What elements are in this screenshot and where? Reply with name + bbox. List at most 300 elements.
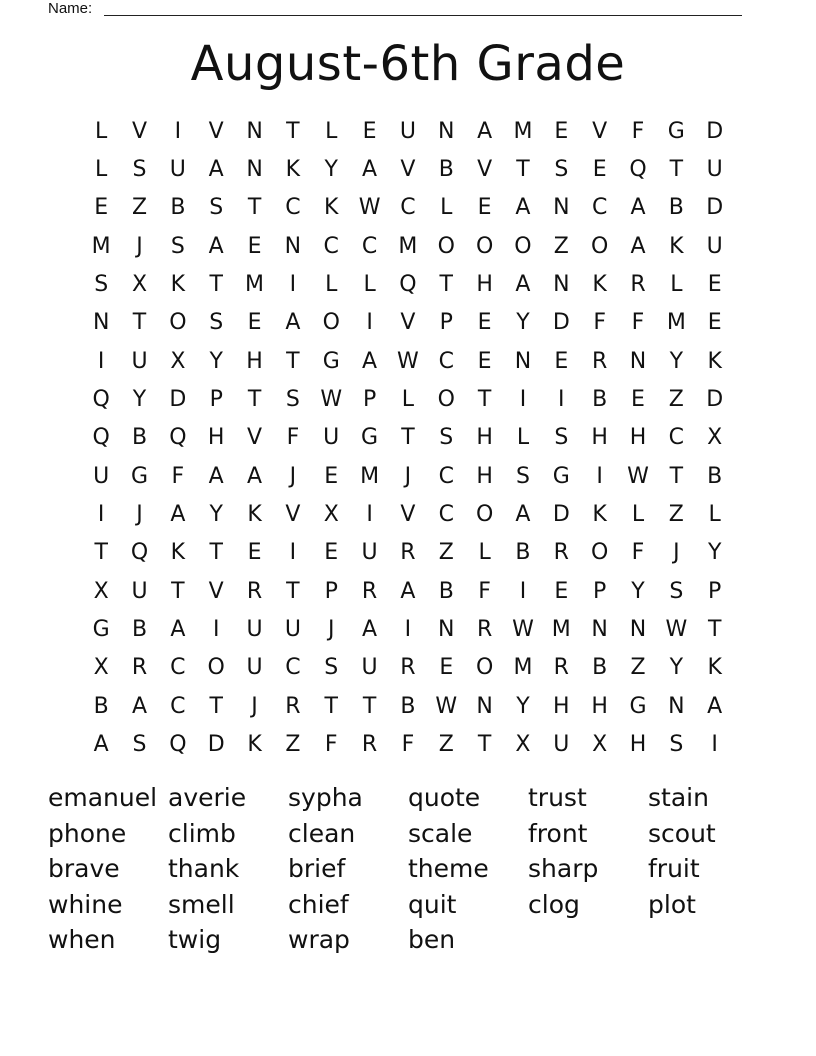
grid-letter: V (400, 502, 416, 528)
grid-letter: A (362, 157, 378, 183)
grid-letter: X (93, 578, 109, 604)
grid-letter: R (591, 348, 608, 374)
grid-letter: N (476, 693, 493, 719)
grid-letter: X (592, 732, 608, 758)
grid-letter: J (251, 693, 258, 719)
grid-letter: O (475, 655, 494, 681)
grid-letter: H (476, 272, 493, 298)
grid-letter: E (592, 157, 607, 183)
grid-letter: O (322, 310, 340, 336)
grid-letter: T (286, 578, 300, 604)
grid-letter: U (706, 157, 723, 183)
grid-letter: C (285, 655, 301, 681)
word-list-item: chief (288, 889, 349, 919)
grid-letter: Y (132, 387, 147, 413)
grid-letter: T (439, 272, 453, 298)
grid-letter: T (516, 157, 530, 183)
grid-letter: A (93, 732, 109, 758)
grid-letter: C (170, 655, 186, 681)
grid-letter: A (477, 118, 493, 144)
grid-letter: P (708, 578, 722, 604)
grid-letter: T (286, 118, 300, 144)
grid-letter: A (208, 463, 224, 489)
word-list-item: sypha (288, 783, 363, 812)
grid-letter: R (361, 732, 378, 758)
grid-letter: Z (553, 233, 569, 259)
grid-letter: V (131, 118, 148, 144)
grid-letter: B (668, 195, 684, 221)
grid-letter: K (170, 540, 186, 566)
grid-letter: R (400, 655, 416, 681)
grid-letter: L (95, 118, 108, 144)
grid-letter: C (438, 502, 454, 528)
grid-letter: A (131, 693, 148, 719)
grid-letter: I (596, 463, 603, 489)
grid-letter: T (286, 348, 300, 374)
grid-letter: D (706, 387, 724, 413)
grid-letter: B (170, 195, 186, 221)
grid-letter: P (593, 578, 607, 604)
grid-letter: B (592, 387, 608, 413)
grid-letter: C (591, 195, 608, 221)
grid-letter: I (212, 617, 220, 643)
grid-letter: E (554, 578, 569, 604)
grid-letter: T (247, 195, 262, 221)
grid-letter: B (400, 693, 416, 719)
grid-letter: H (207, 425, 225, 451)
grid-letter: Z (630, 655, 646, 681)
grid-letter: T (209, 540, 223, 566)
grid-letter: X (323, 502, 339, 528)
grid-letter: A (515, 502, 531, 528)
grid-letter: R (400, 540, 416, 566)
grid-letter: U (706, 233, 723, 259)
grid-letter: G (92, 617, 110, 643)
grid-letter: N (92, 310, 110, 336)
grid-letter: E (631, 387, 645, 413)
grid-letter: T (132, 310, 147, 336)
grid-letter: V (208, 578, 224, 604)
grid-letter: X (515, 732, 531, 758)
grid-letter: P (362, 387, 377, 413)
grid-letter: V (400, 310, 416, 336)
grid-letter: Z (438, 540, 454, 566)
grid-letter: F (631, 118, 645, 144)
word-list-item: smell (168, 889, 235, 919)
grid-letter: H (629, 425, 647, 451)
grid-letter: J (673, 540, 680, 566)
grid-letter: W (627, 463, 649, 489)
grid-letter: A (208, 157, 224, 183)
grid-letter: A (208, 233, 224, 259)
grid-letter: C (361, 233, 378, 259)
grid-letter: M (245, 272, 265, 298)
grid-letter: W (358, 195, 381, 221)
grid-letter: C (438, 463, 454, 489)
grid-letter: C (285, 195, 301, 221)
grid-letter: L (708, 502, 721, 528)
grid-letter: T (669, 157, 684, 183)
grid-letter: B (515, 540, 531, 566)
grid-letter: S (554, 157, 569, 183)
grid-letter: C (668, 425, 685, 451)
grid-letter: T (669, 463, 684, 489)
grid-letter: O (475, 502, 494, 528)
word-list-item: clean (288, 818, 356, 848)
name-blank-line (104, 15, 742, 16)
grid-letter: I (404, 617, 412, 643)
grid-letter: R (361, 578, 378, 604)
word-list-item: climb (168, 818, 236, 848)
grid-letter: Q (92, 425, 110, 451)
grid-letter: O (437, 387, 455, 413)
grid-letter: I (174, 118, 182, 144)
grid-letter: R (553, 540, 569, 566)
grid-letter: I (97, 502, 105, 528)
grid-letter: T (362, 693, 377, 719)
grid-letter: M (398, 233, 418, 259)
grid-letter: Z (438, 732, 454, 758)
grid-letter: J (136, 233, 143, 259)
grid-letter: A (400, 578, 416, 604)
grid-letter: U (246, 617, 263, 643)
grid-letter: E (247, 233, 262, 259)
name-field (48, 0, 748, 18)
word-list-item: quit (408, 889, 457, 919)
grid-letter: Y (707, 540, 722, 566)
grid-letter: S (132, 157, 147, 183)
grid-letter: T (477, 387, 492, 413)
word-list-item: scout (648, 818, 716, 848)
letter-grid (82, 112, 734, 762)
grid-letter: L (631, 502, 645, 528)
grid-letter: I (289, 540, 297, 566)
grid-letter: I (519, 578, 527, 604)
grid-letter: A (362, 348, 378, 374)
word-list-item: fruit (648, 854, 700, 884)
grid-letter: L (325, 118, 338, 144)
grid-letter: E (439, 655, 454, 681)
grid-letter: N (629, 348, 647, 374)
word-list-item: brave (48, 854, 120, 884)
grid-letter: J (327, 617, 335, 643)
grid-letter: L (325, 272, 338, 298)
grid-letter: E (362, 118, 377, 144)
grid-letter: K (170, 272, 186, 298)
grid-letter: G (322, 348, 340, 374)
grid-letter: L (516, 425, 530, 451)
grid-letter: O (437, 233, 455, 259)
grid-letter: V (208, 118, 224, 144)
grid-letter: Q (169, 732, 187, 758)
grid-letter: K (669, 233, 684, 259)
grid-letter: K (324, 195, 339, 221)
word-list-item: whine (48, 889, 123, 919)
grid-letter: L (440, 195, 453, 221)
grid-letter: Q (169, 425, 187, 451)
grid-letter: D (169, 387, 187, 413)
grid-letter: R (131, 655, 148, 681)
grid-letter: E (554, 348, 569, 374)
grid-letter: U (553, 732, 570, 758)
grid-letter: Q (399, 272, 417, 298)
grid-letter: M (513, 118, 533, 144)
grid-letter: E (477, 195, 492, 221)
grid-letter: W (665, 617, 688, 643)
word-list-item: when (48, 925, 116, 955)
grid-letter: D (706, 118, 724, 144)
grid-letter: A (515, 272, 531, 298)
page-title: August-6th Grade (190, 36, 626, 92)
grid-letter: C (323, 233, 339, 259)
grid-letter: E (94, 195, 109, 221)
grid-letter: U (323, 425, 340, 451)
grid-letter: G (361, 425, 379, 451)
grid-letter: I (289, 272, 297, 298)
grid-letter: E (707, 310, 722, 336)
grid-letter: U (284, 617, 301, 643)
grid-letter: X (707, 425, 723, 451)
grid-letter: L (363, 272, 376, 298)
grid-letter: E (554, 118, 569, 144)
grid-letter: P (439, 310, 453, 336)
grid-letter: L (478, 540, 491, 566)
grid-letter: N (284, 233, 302, 259)
grid-letter: E (477, 348, 492, 374)
grid-letter: B (707, 463, 723, 489)
grid-letter: N (438, 617, 455, 643)
grid-letter: S (209, 310, 224, 336)
grid-letter: N (246, 118, 263, 144)
word-list-item: sharp (528, 854, 599, 884)
grid-letter: L (670, 272, 683, 298)
grid-letter: Z (668, 387, 684, 413)
grid-letter: I (97, 348, 105, 374)
grid-letter: K (247, 732, 262, 758)
grid-letter: B (592, 655, 608, 681)
word-list-item: quote (408, 783, 481, 812)
grid-letter: O (590, 540, 609, 566)
grid-letter: H (476, 425, 493, 451)
grid-letter: D (552, 310, 570, 336)
grid-letter: F (478, 578, 491, 604)
grid-letter: N (668, 693, 685, 719)
grid-letter: Z (285, 732, 301, 758)
grid-letter: Y (669, 348, 684, 374)
grid-letter: X (93, 655, 109, 681)
word-list-item: theme (408, 854, 489, 884)
grid-letter: K (707, 348, 722, 374)
grid-letter: N (246, 157, 263, 183)
grid-letter: O (475, 233, 494, 259)
grid-letter: T (94, 540, 108, 566)
grid-letter: H (591, 425, 608, 451)
grid-letter: F (171, 463, 185, 489)
word-list-item: twig (168, 925, 222, 955)
grid-letter: Z (131, 195, 148, 221)
grid-letter: H (591, 693, 608, 719)
word-list-item: scale (408, 818, 473, 848)
grid-letter: W (320, 387, 343, 413)
grid-letter: A (630, 195, 646, 221)
grid-letter: M (360, 463, 380, 489)
word-list-item: ben (408, 925, 456, 955)
grid-letter: K (285, 157, 301, 183)
grid-letter: R (285, 693, 301, 719)
grid-letter: J (136, 502, 143, 528)
grid-letter: R (476, 617, 493, 643)
word-list-item: emanuel (48, 783, 158, 812)
grid-letter: N (629, 617, 647, 643)
grid-letter: A (362, 617, 378, 643)
word-list-item: plot (648, 889, 696, 919)
grid-letter: A (170, 617, 186, 643)
grid-letter: N (514, 348, 532, 374)
grid-letter: U (169, 157, 186, 183)
grid-letter: S (669, 732, 684, 758)
grid-letter: G (130, 463, 149, 489)
word-list-item: averie (168, 783, 247, 812)
grid-letter: U (399, 118, 416, 144)
grid-letter: I (366, 310, 373, 336)
grid-letter: E (324, 463, 339, 489)
grid-letter: F (593, 310, 606, 336)
grid-letter: W (512, 617, 534, 643)
grid-letter: T (707, 617, 722, 643)
grid-letter: H (553, 693, 570, 719)
grid-letter: C (438, 348, 454, 374)
grid-letter: A (170, 502, 186, 528)
grid-letter: Y (209, 348, 223, 374)
grid-letter: K (247, 502, 262, 528)
grid-letter: I (366, 502, 373, 528)
grid-letter: L (401, 387, 415, 413)
word-list (48, 780, 768, 958)
grid-letter: U (93, 463, 110, 489)
grid-letter: I (519, 387, 527, 413)
grid-letter: R (630, 272, 646, 298)
grid-letter: T (401, 425, 415, 451)
grid-letter: T (171, 578, 185, 604)
grid-letter: S (132, 732, 147, 758)
grid-letter: O (169, 310, 187, 336)
grid-letter: A (630, 233, 646, 259)
grid-letter: F (286, 425, 300, 451)
grid-letter: A (247, 463, 263, 489)
grid-letter: V (400, 157, 416, 183)
word-list-item: thank (168, 854, 240, 884)
grid-letter: V (247, 425, 263, 451)
grid-letter: J (404, 463, 412, 489)
grid-letter: N (553, 272, 570, 298)
grid-letter: T (477, 732, 492, 758)
grid-letter: Q (130, 540, 149, 566)
grid-letter: O (207, 655, 225, 681)
grid-letter: T (209, 272, 223, 298)
grid-letter: Z (668, 502, 684, 528)
grid-letter: C (400, 195, 416, 221)
grid-letter: I (711, 732, 718, 758)
grid-letter: U (131, 578, 148, 604)
grid-letter: S (285, 387, 300, 413)
grid-letter: X (131, 272, 148, 298)
grid-letter: P (324, 578, 338, 604)
grid-letter: W (435, 693, 458, 719)
grid-letter: H (629, 732, 647, 758)
grid-letter: M (513, 655, 533, 681)
word-list-item: clog (528, 889, 580, 919)
grid-letter: K (592, 502, 607, 528)
grid-letter: F (631, 540, 645, 566)
grid-letter: M (91, 233, 111, 259)
grid-letter: S (554, 425, 569, 451)
grid-letter: Y (516, 693, 530, 719)
grid-letter: M (666, 310, 686, 336)
grid-letter: Y (209, 502, 223, 528)
grid-letter: Q (629, 157, 647, 183)
word-list-item: phone (48, 818, 127, 848)
grid-letter: E (477, 310, 492, 336)
word-list-item: wrap (288, 925, 350, 955)
grid-letter: N (553, 195, 570, 221)
grid-letter: Q (92, 387, 110, 413)
grid-letter: G (667, 118, 685, 144)
grid-letter: I (558, 387, 565, 413)
grid-letter: B (131, 425, 148, 451)
grid-letter: U (246, 655, 263, 681)
grid-letter: B (93, 693, 109, 719)
grid-letter: R (246, 578, 263, 604)
grid-letter: G (552, 463, 570, 489)
grid-letter: D (552, 502, 570, 528)
word-list-item: stain (648, 783, 709, 812)
grid-letter: T (209, 693, 223, 719)
grid-letter: O (590, 233, 609, 259)
grid-letter: B (438, 157, 454, 183)
grid-letter: Y (631, 578, 645, 604)
grid-letter: S (209, 195, 224, 221)
grid-letter: F (324, 732, 338, 758)
grid-letter: V (285, 502, 301, 528)
grid-letter: Y (324, 157, 338, 183)
grid-letter: S (94, 272, 109, 298)
grid-letter: H (476, 463, 493, 489)
grid-letter: E (324, 540, 339, 566)
grid-letter: B (131, 617, 148, 643)
grid-letter: S (439, 425, 454, 451)
grid-letter: X (170, 348, 186, 374)
grid-letter: Y (516, 310, 530, 336)
grid-letter: S (170, 233, 185, 259)
grid-letter: Y (669, 655, 684, 681)
grid-letter: R (553, 655, 569, 681)
grid-letter: G (629, 693, 647, 719)
grid-letter: C (170, 693, 186, 719)
grid-letter: W (397, 348, 419, 374)
grid-letter: V (592, 118, 608, 144)
grid-letter: N (438, 118, 455, 144)
grid-letter: O (514, 233, 532, 259)
grid-letter: K (592, 272, 607, 298)
grid-letter: U (131, 348, 148, 374)
grid-letter: A (285, 310, 301, 336)
grid-letter: M (551, 617, 571, 643)
grid-letter: V (477, 157, 493, 183)
grid-letter: S (515, 463, 530, 489)
grid-letter: T (247, 387, 262, 413)
grid-letter: N (591, 617, 608, 643)
grid-letter: F (401, 732, 415, 758)
